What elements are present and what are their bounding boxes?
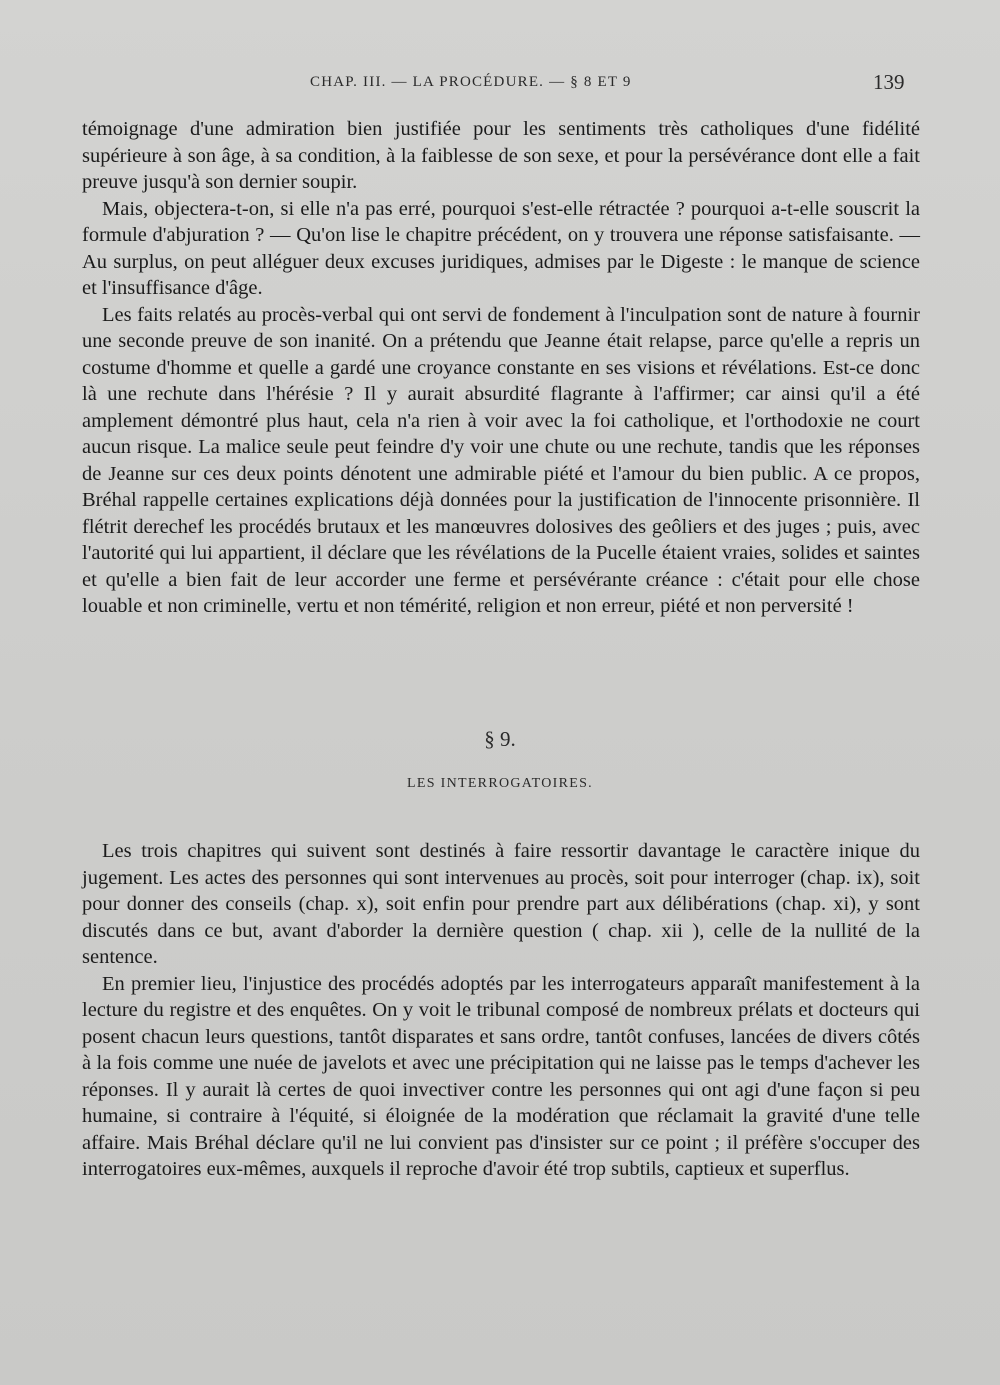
paragraph: témoignage d'une admiration bien justifiée pour les sentiments très catholiques d'une fidélité supérieure à son âge, à sa condition, à la faiblesse de son sexe, et pour la persévérance dont elle a fait preuve jusqu'à son dernier soupir. [82, 118, 920, 193]
page-number: 139 [873, 70, 905, 94]
section-8-body [82, 116, 920, 620]
paragraph: En premier lieu, l'injustice des procédés adoptés par les interrogateurs apparaît manifestement à la lecture du registre et des enquêtes. On y voit le tribunal composé de nombreux prélats et docteurs qui posent chacun leurs questions, tantôt disparates et sans ordre, tantôt confuses, lancées de divers côtés à la fois comme une nuée de javelots et avec une précipitation qui ne laisse pas le temps d'achever les réponses. Il y aurait là certes de quoi invectiver contre les personnes qui ont agi d'une façon si peu humaine, si contraire à l'équité, si éloignée de la modération que réclamait la gravité d'une telle affaire. Mais Bréhal déclare qu'il ne lui convient pas d'insister sur ce point ; il préfère s'occuper des interrogatoires eux-mêmes, auxquels il reproche d'avoir été trop subtils, captieux et superflus. [82, 972, 920, 1180]
paragraph: Les faits relatés au procès-verbal qui ont servi de fondement à l'inculpation sont de nature à fournir une seconde preuve de son inanité. On a prétendu que Jeanne était relapse, parce qu'elle a repris un costume d'homme et quelle a gardé une croyance constante en ses visions et révélations. Est-ce donc là une rechute dans l'hérésie ? Il y aurait absurdité flagrante à l'affirmer; car ainsi qu'il a été amplement démontré plus haut, cela n'a rien à voir avec la foi catholique, et l'orthodoxie ne court aucun risque. La malice seule peut feindre d'y voir une chute ou une rechute, tandis que les réponses de Jeanne sur ces deux points dénotent une admirable piété et l'amour du bien public. A ce propos, Bréhal rappelle certaines explications déjà données pour la justification de l'innocente prisonnière. Il flétrit derechef les procédés brutaux et les manœuvres dolosives des geôliers et des juges ; puis, avec l'autorité qui lui appartient, il déclare que les révélations de la Pucelle étaient vraies, solides et saintes et qu'elle a bien fait de leur accorder une ferme et persévérante créance : c'était pour elle chose louable et non criminelle, vertu et non témérité, religion et non erreur, piété et non perversité ! [82, 303, 920, 617]
running-head: CHAP. III. — LA PROCÉDURE. — § 8 ET 9 [310, 74, 632, 90]
section-title: LES INTERROGATOIRES. [407, 776, 593, 791]
paragraph: Mais, objectera-t-on, si elle n'a pas erré, pourquoi s'est-elle rétractée ? pourquoi a-t-elle souscrit la formule d'abjuration ? — Qu'on lise le chapitre précédent, on y trouvera une réponse satisfaisante. — Au surplus, on peut alléguer deux excuses juridiques, admises par le Digeste : le manque de science et l'insuffisance d'âge. [82, 197, 920, 299]
section-9-body [82, 838, 920, 1183]
section-number: § 9. [484, 727, 516, 751]
paragraph: Les trois chapitres qui suivent sont destinés à faire ressortir davantage le caractère inique du jugement. Les actes des personnes qui sont intervenues au procès, soit pour interroger (chap. ix), soit pour donner des conseils (chap. x), soit enfin pour prendre part aux délibérations (chap. xi), y sont discutés dans ce but, avant d'aborder la dernière question ( chap. xii ), celle de la nullité de la sentence. [82, 840, 920, 968]
